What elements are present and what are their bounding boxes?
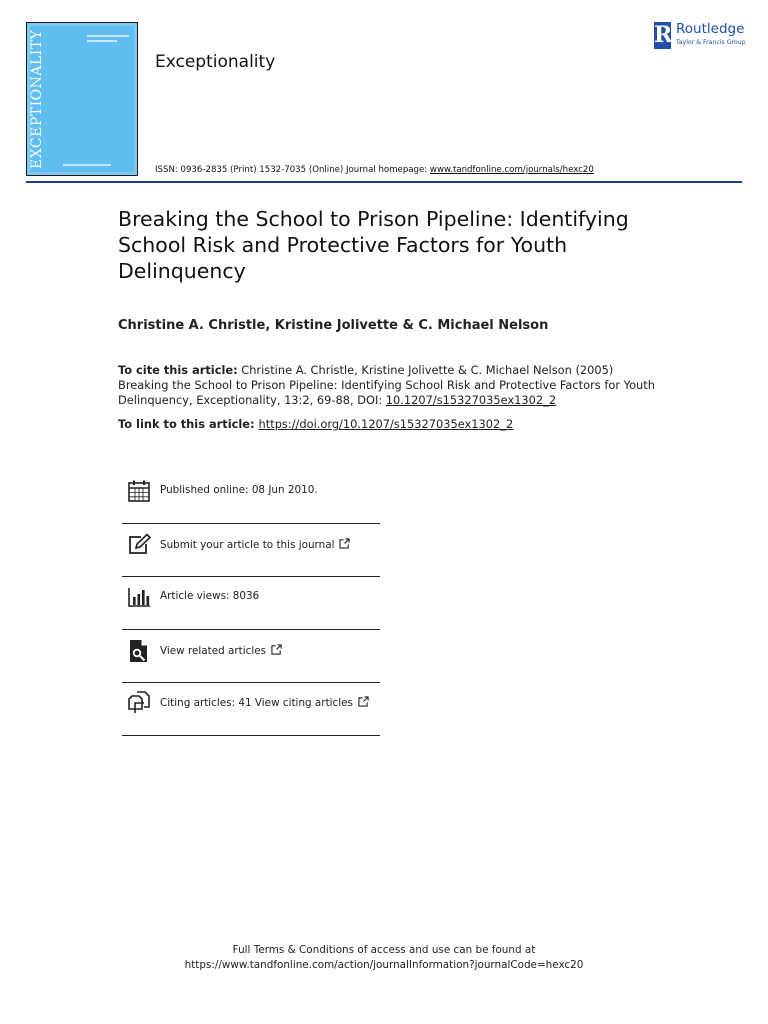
bar-chart-icon	[127, 585, 151, 609]
cover-decoration	[63, 164, 111, 166]
published-text: Published online: 08 Jun 2010.	[160, 484, 318, 496]
calendar-icon	[127, 479, 151, 503]
info-divider	[122, 523, 380, 524]
search-document-icon	[127, 639, 151, 663]
link-label: To link to this article:	[118, 417, 255, 431]
views-text: Article views: 8036	[160, 590, 260, 602]
external-link-icon	[271, 644, 282, 655]
related-label: View related articles	[160, 645, 267, 657]
issn-text: ISSN: 0936-2835 (Print) 1532-7035 (Online) Journal homepage:	[155, 165, 430, 175]
citation-label: To cite this article:	[118, 363, 238, 377]
submit-row[interactable]	[122, 533, 380, 585]
publisher-group: Taylor & Francis Group	[676, 39, 746, 46]
header-divider	[26, 181, 742, 183]
citing-articles-link[interactable]	[160, 696, 369, 709]
journal-cover	[26, 22, 138, 176]
external-link-icon	[339, 538, 350, 549]
article-url-link[interactable]: https://doi.org/10.1207/s15327035ex1302_2	[258, 417, 514, 431]
journal-homepage-link[interactable]: www.tandfonline.com/journals/hexc20	[429, 165, 594, 175]
info-divider	[122, 735, 380, 736]
related-articles-link[interactable]	[160, 644, 282, 657]
cover-decoration	[87, 35, 129, 37]
submit-label: Submit your article to this journal	[160, 539, 335, 551]
citation-text: Christine A. Christle, Kristine Jolivette & C. Michael Nelson (2005) Breaking the School to Prison Pipeline: Identifying School Risk and Protective Factors for Youth Delinquency, Exceptionality, 13:2, 69-88, DOI:	[118, 363, 655, 407]
journal-name: Exceptionality	[155, 52, 276, 72]
article-title: Breaking the School to Prison Pipeline: Identifying School Risk and Protective Factors for Youth Delinquency	[118, 207, 629, 283]
external-link-icon	[358, 696, 369, 707]
info-divider	[122, 576, 380, 577]
cover-title: EXCEPTIONALITY	[29, 29, 45, 169]
edit-icon	[127, 533, 151, 557]
info-divider	[122, 629, 380, 630]
footer	[0, 943, 768, 973]
publisher-name: Routledge	[676, 21, 745, 37]
publisher-logo[interactable]	[654, 21, 746, 51]
article-link-line	[118, 417, 513, 431]
info-divider	[122, 682, 380, 683]
article-authors: Christine A. Christle, Kristine Jolivette & C. Michael Nelson	[118, 318, 549, 333]
citation-block	[118, 363, 658, 408]
footer-terms-text: Full Terms & Conditions of access and use can be found at	[232, 944, 536, 956]
citing-label: Citing articles: 41 View citing articles	[160, 697, 353, 709]
related-row[interactable]	[122, 639, 380, 691]
doi-link[interactable]: 10.1207/s15327035ex1302_2	[385, 393, 557, 407]
citing-documents-icon	[127, 691, 151, 715]
cover-decoration	[87, 40, 117, 42]
issn-line	[155, 165, 594, 175]
footer-terms-link[interactable]: https://www.tandfonline.com/action/journalInformation?journalCode=hexc20	[184, 959, 584, 971]
routledge-logo-icon: R	[654, 22, 673, 48]
submit-article-link[interactable]	[160, 538, 350, 551]
